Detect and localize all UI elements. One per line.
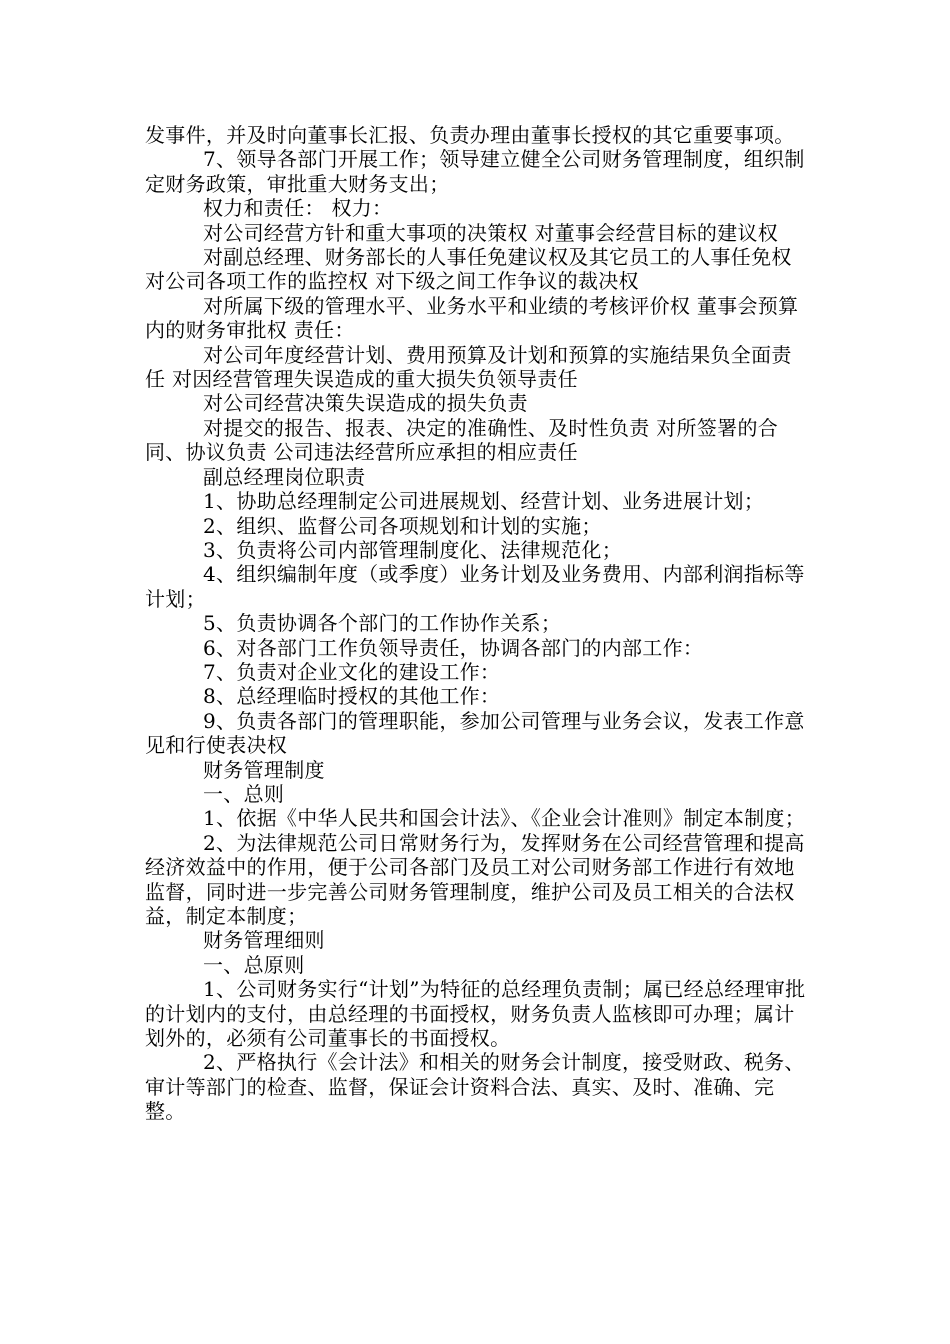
- document-page: [145, 123, 810, 1124]
- paragraph: 7、领导各部门开展工作；领导建立健全公司财务管理制度，组织制定财务政策，审批重大财务支出；: [145, 147, 805, 196]
- paragraph: 对所属下级的管理水平、业务水平和业绩的考核评价权 董事会预算内的财务审批权 责任：: [145, 293, 799, 343]
- list-item: 9、负责各部门的管理职能，参加公司管理与业务会议，发表工作意见和行使表决权: [145, 708, 805, 758]
- list-item: 6、对各部门工作负领导责任，协调各部门的内部工作：: [203, 635, 704, 660]
- list-item: 8、总经理临时授权的其他工作：: [203, 684, 501, 709]
- list-item: 2、为法律规范公司日常财务行为，发挥财务在公司经营管理和提高经济效益中的作用，便于公司各部门及员工对公司财务部工作进行有效地监督，同时进一步完善公司财务管理制度，维护公司及员工相关的合法权益，制定本制度；: [145, 830, 805, 928]
- list-item: 1、依据《中华人民共和国会计法》、《企业会计准则》制定本制度；: [203, 806, 806, 831]
- paragraph: 发事件，并及时向董事长汇报、负责办理由董事长授权的其它重要事项。: [145, 123, 795, 147]
- subsection-heading: 一、总则: [203, 781, 285, 806]
- subsection-heading: 一、总原则: [203, 952, 305, 977]
- paragraph: 对副总经理、财务部长的人事任免建议权及其它员工的人事任免权 对公司各项工作的监控权 对下级之间工作争议的裁决权: [145, 245, 792, 294]
- list-item: 7、负责对企业文化的建设工作：: [203, 659, 501, 684]
- list-item: 2、组织、监督公司各项规划和计划的实施；: [203, 513, 602, 538]
- paragraph: 对提交的报告、报表、决定的准确性、及时性负责 对所签署的合同、协议负责 公司违法经营所应承担的相应责任: [145, 415, 779, 465]
- section-heading: 财务管理制度: [203, 757, 325, 782]
- paragraph: 对公司年度经营计划、费用预算及计划和预算的实施结果负全面责任 对因经营管理失误造成的重大损失负领导责任: [145, 342, 792, 392]
- list-item: 1、协助总经理制定公司进展规划、经营计划、业务进展计划；: [203, 489, 765, 514]
- paragraph: 对公司经营决策失误造成的损失负责: [203, 391, 528, 416]
- paragraph: 对公司经营方针和重大事项的决策权 对董事会经营目标的建议权: [203, 220, 779, 245]
- list-item: 1、公司财务实行“计划”为特征的总经理负责制；属已经总经理审批的计划内的支付，由总经理的书面授权，财务负责人监核即可办理；属计划外的，必须有公司董事长的书面授权。: [145, 977, 806, 1051]
- list-item: 3、负责将公司内部管理制度化、法律规范化；: [203, 537, 623, 562]
- list-item: 4、组织编制年度（或季度）业务计划及业务费用、内部利润指标等计划；: [145, 562, 805, 611]
- section-heading: 财务管理细则: [203, 928, 325, 953]
- section-heading: 副总经理岗位职责: [203, 464, 366, 489]
- list-item: 5、负责协调各个部门的工作协作关系；: [203, 611, 562, 636]
- list-item: 2、严格执行《会计法》和相关的财务会计制度，接受财政、税务、审计等部门的检查、监督，保证会计资料合法、真实、及时、准确、完整。: [145, 1050, 805, 1124]
- paragraph: 权力和责任： 权力：: [203, 196, 393, 221]
